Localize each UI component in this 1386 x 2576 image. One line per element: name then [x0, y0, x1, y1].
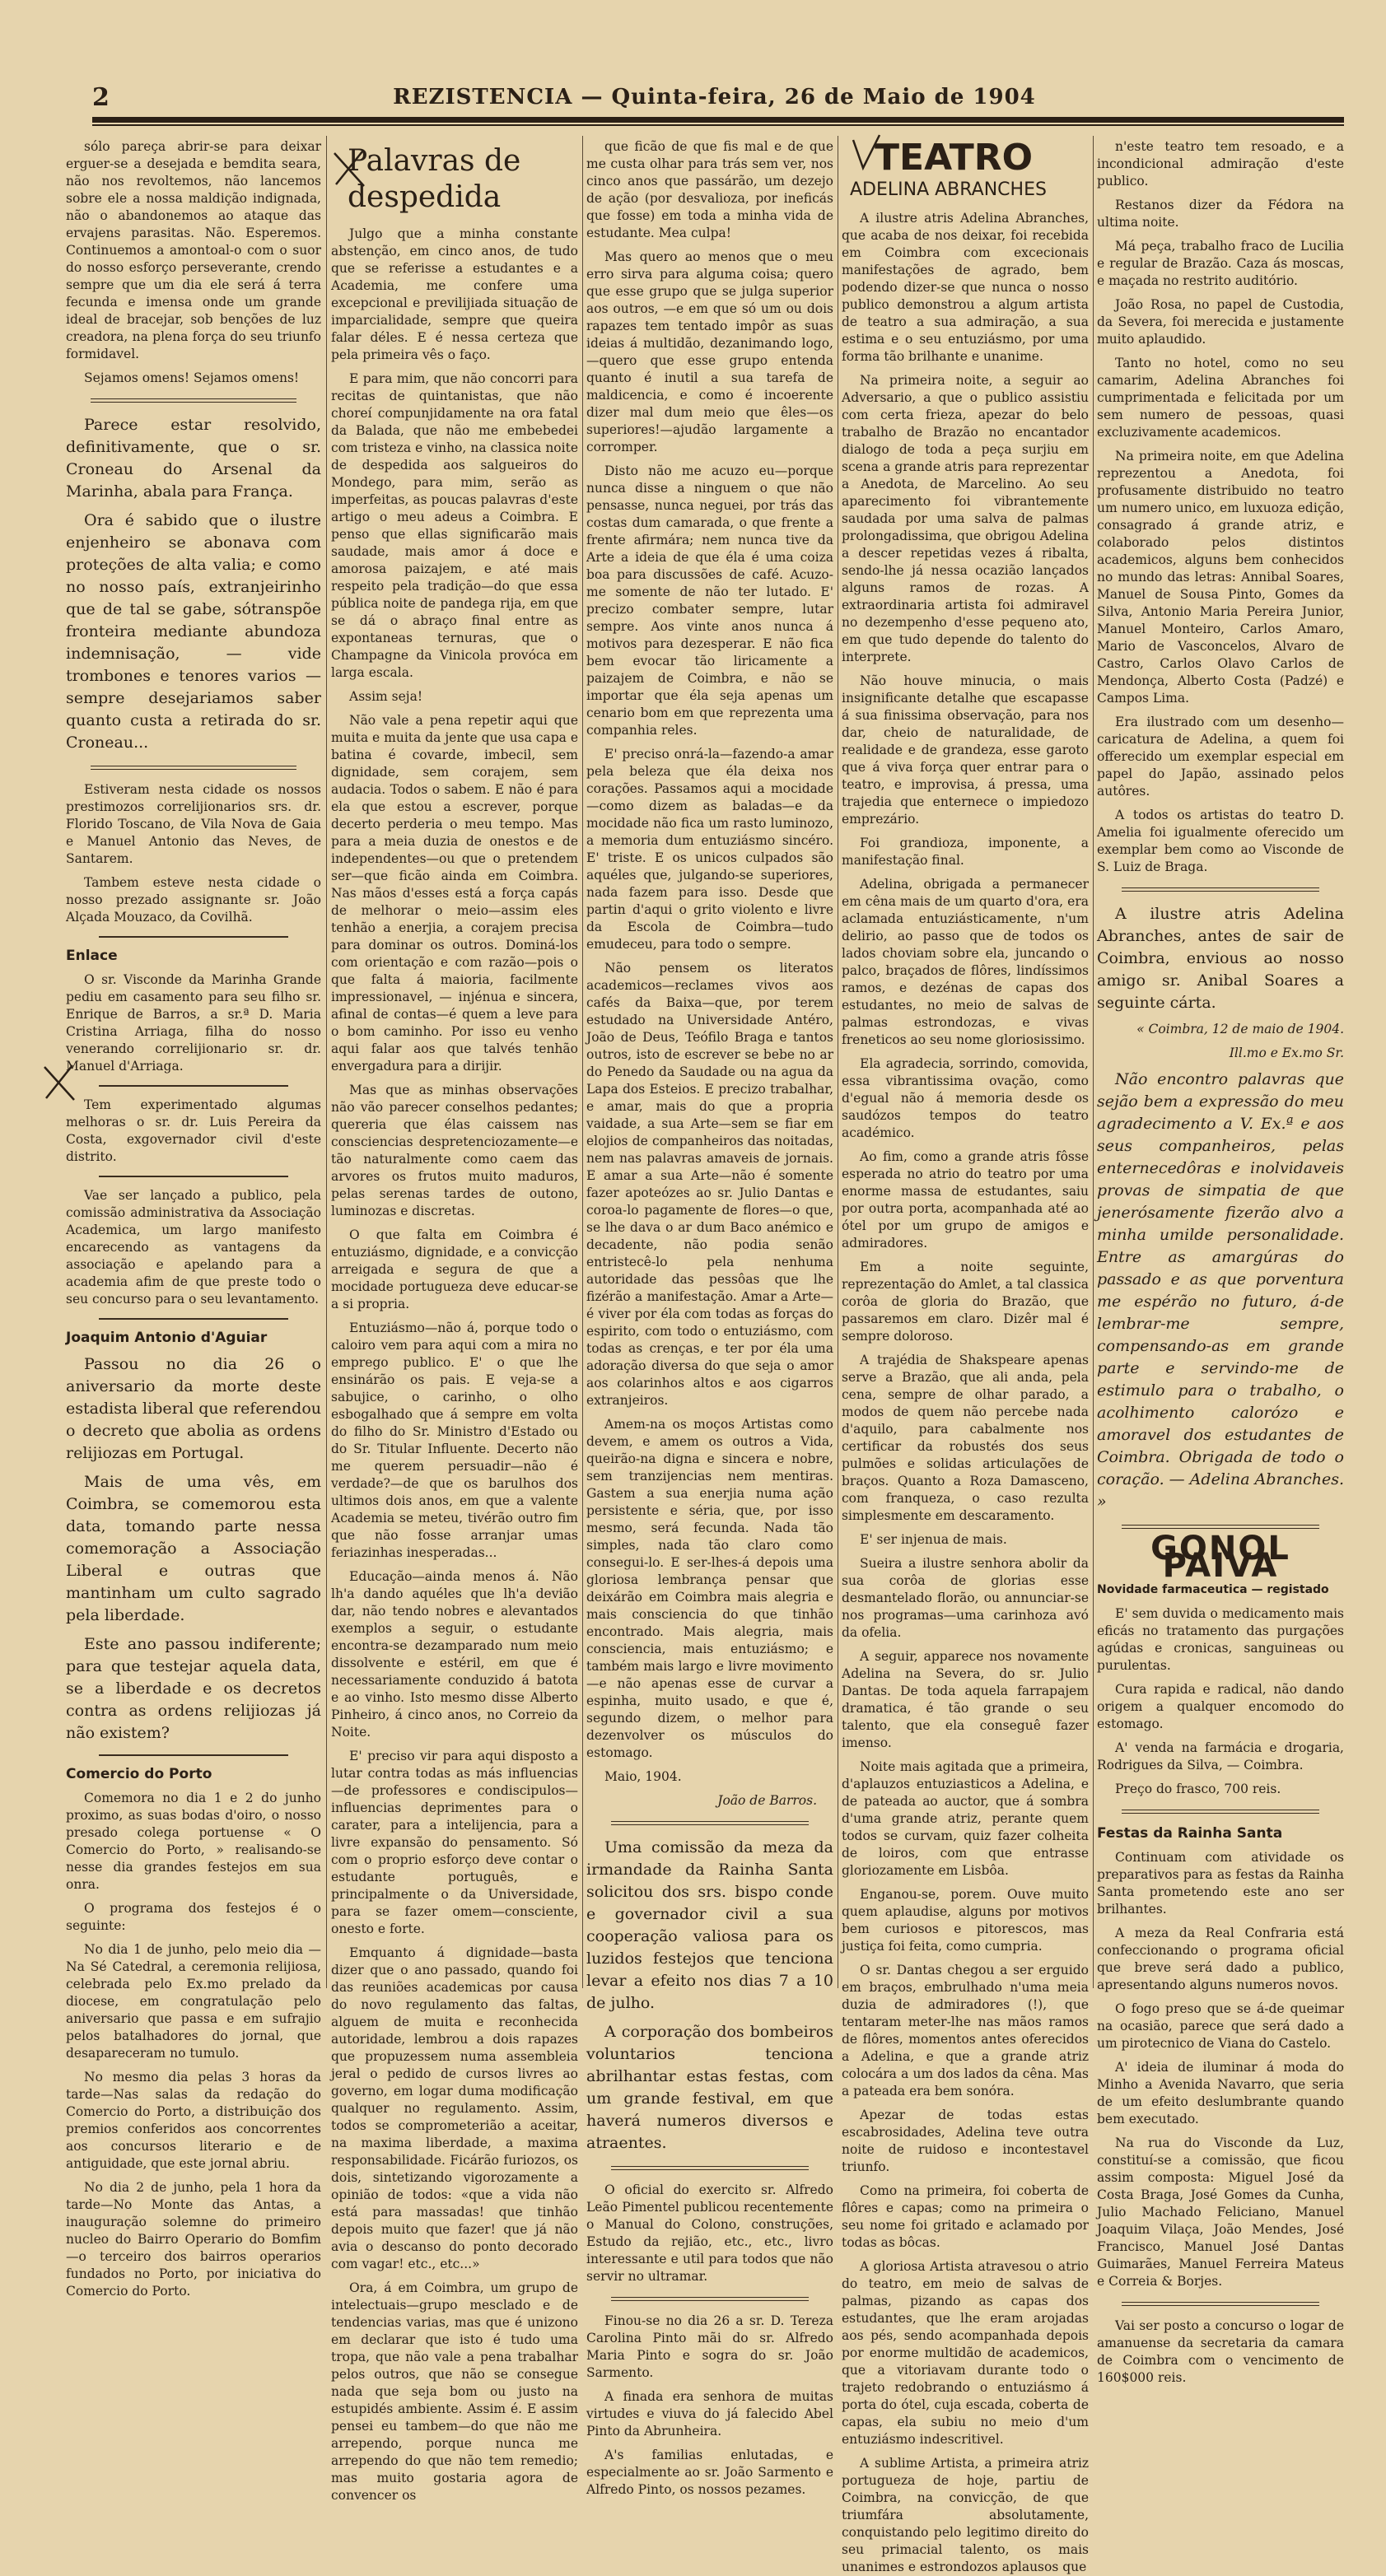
article-text: Noite mais agitada que a primeira, d'aplauzos entuziasticos a Adelina, e de pateada ao auctor, que á sombra d'uma grande atriz, perante quem todos se curvam, quiz fazer colheita de loiros, com que entrasse gloriozamente em Lisbôa.: [842, 1759, 1089, 1878]
article-text: Vai ser posto a concurso o logar de amanuense da secretaria da camara de Coimbra com o vencimento de 160$000 reis.: [1097, 2318, 1344, 2385]
article-text: E' ser injenua de mais.: [860, 1532, 1007, 1547]
article-text: Na primeira noite, em que Adelina reprezentou a Anedota, foi profusamente distribuido no teatro um numero unico, em luxuoza edição, consagrado á grande atriz, e colaborado pelos distintos academicos, alguns bem conhecidos no mundo das letras: Annibal Soares, Manuel de Sousa Pinto, Gomes da Silva, Antonio Maria Pereira Junior, Manuel Monteiro, Carlos Amaro, Mario de Vasconcelos, Alvaro de Castro, Carlos Olavo Carlos de Mendonça, Alberto Costa (Padzé) e Campos Lima.: [1097, 449, 1344, 706]
separator: [99, 1176, 288, 1177]
article-text: Era ilustrado com um desenho—caricatura de Adelina, a quem foi offerecido um exemplar especial em papel do Japão, assinado pelos autôres.: [1097, 715, 1344, 799]
article-text: A' ideia de iluminar á moda do Minho a Avenida Navarro, que seria de um efeito deslumbrante quando bem executado.: [1097, 2060, 1344, 2126]
column-1: [66, 138, 321, 2299]
advert-text: Preço do frasco, 700 reis.: [1115, 1782, 1281, 1796]
separator: [1122, 1810, 1319, 1814]
separator: [99, 1754, 288, 1756]
advert-text: A' venda na farmácia e drogaria, Rodrigues da Silva, — Coimbra.: [1097, 1740, 1344, 1772]
advert-text: Cura rapida e radical, não dando origem a qualquer encomodo do estomago.: [1097, 1682, 1344, 1731]
article-text: O programa dos festejos é o seguinte:: [66, 1901, 321, 1933]
article-text: Tanto no hotel, como no seu camarim, Adelina Abranches foi cumprimentada e felicitada por um sem numero de pessoas, quasi excluzivamente academicos.: [1097, 356, 1344, 440]
article-text: O que falta em Coimbra é entuziásmo, dignidade, e a convicção arreigada e segura de que a mocidade portugueza deve educar-se a si propria.: [331, 1227, 578, 1311]
separator: [99, 936, 288, 938]
article-text: No mesmo dia pelas 3 horas da tarde—Nas salas da redação do Comercio do Porto, a distribuição dos premios conferidos aos concorrentes aos concursos literario e de antiguidade, que este jornal abriu.: [66, 2070, 321, 2171]
article-text: Não pensem os literatos academicos—reclames vivos aos cafés da Baixa—que, por terem estudado na Universidade Antéro, João de Deus, Teófilo Braga e tantos outros, isto de escrever se bebe no ar do Penedo da Saudade ou na agua da Lapa dos Esteios. E precizo trabalhar, e amar, mais do que a propria vaidade, a sua Arte—sem se fiar em elojios de companheiros das noitadas, nem nas palavras amaveis de jornais. E amar a sua Arte—não é somente fazer apoteózes ao sr. Julio Dantas e coroa-lo pagamente de flores—o que, se lhe dava o ar dum Baco anémico e decadente, não podia senão entristecê-lo pela nenhuma autoridade das pessôas que lhe fizérão a manifestação. Amar a Arte—é viver por éla com todas as forças do espirito, com todo o entuziásmo, com todas as crenças, e ter por éla uma adoração diversa do que seja o amor aos colarinhos altos e aos cigarros extranjeiros.: [586, 961, 833, 1408]
article-text: Foi grandioza, imponente, a manifestação final.: [842, 836, 1089, 868]
article-text: Ora, á em Coimbra, um grupo de intelectuais—grupo mesclado e de tendencias varias, mas que é unizono em declarar que isto é tudo uma tropa, que não vale a pena trabalhar pelos outros, que não se consegue nada que seja bom ou justo na estupidés ambiente. Assim é. E assim pensei eu tambem—do que não me arrependo, porque nunca me arrependo do que não tem remedio; mas muito gostaria agora de convencer os: [331, 2280, 578, 2503]
article-text: Tambem esteve nesta cidade o nosso prezado assignante sr. João Alçada Mouzaco, da Covilhã.: [66, 875, 321, 925]
letter-body: Não encontro palavras que sejão bem a expressão do meu agradecimento a V. Ex.ª e aos seus companheiros, pelas enternecedôras e inolvidaveis provas de simpatia de que jenerósamente fizerão alvo a minha umilde personalidade. Entre as amargúras do passado e as que porventura me espérão no futuro, á-de lembrar-me sempre, compensando-as em grande parte e servindo-me de estimulo para o trabalho, o acolhimento calorózo e amoravel dos estudantes de Coimbra. Obrigada de todo o coração. — Adelina Abranches. »: [1097, 1070, 1345, 1511]
column-divider: [326, 136, 327, 1988]
article-text: A trajédia de Shakspeare apenas serve a Brazão, que ali anda, pela cena, sempre de olhar parado, a modos de quem não percebe nada d'aquilo, para cabalmente nos certificar da robustés dos seus pulmões e solidas articulações de braços. Quanto a Roza Damasceno, com franqueza, o caso rezulta simplesmente em descaramento.: [842, 1353, 1089, 1523]
article-text: No dia 1 de junho, pelo meio dia — Na Sé Catedral, a ceremonia relijiosa, celebrada pelo Ex.mo prelado da diocese, em congratulação pelo aniversario que passa e em sufrajio pelos batalhadores do jornal, que desapareceram no tumulo.: [66, 1942, 321, 2061]
article-text: No dia 2 de junho, pela 1 hora da tarde—No Monte das Antas, a inauguração solemne do primeiro nucleo do Bairro Operario do Bomfim—o terceiro dos bairros operarios fundados no Porto, por iniciativa do Comercio do Porto.: [66, 2180, 321, 2299]
article-text: Na rua do Visconde da Luz, constituí-se a comissão, que ficou assim composta: Miguel José da Costa Braga, José Gomes da Cunha, Julio Machado Feliciano, Manuel Joaquim Vilaça, João Mendes, José Francisco, Manuel José Dantas Guimarães, Manuel Ferreira Mateus e Correia & Borjes.: [1097, 2136, 1344, 2289]
article-text: Tem experimentado algumas melhoras o sr. dr. Luis Pereira da Costa, exgovernador civil d'este distrito.: [66, 1097, 321, 1164]
separator: [91, 766, 296, 770]
page-number: 2: [92, 82, 110, 112]
article-date: Maio, 1904.: [604, 1769, 682, 1784]
article-text: A ilustre atris Adelina Abranches, antes de sair de Coimbra, envious ao nosso amigo sr. Anibal Soares a seguinte cárta.: [1097, 905, 1344, 1012]
advert-text: E' sem duvida o medicamento mais eficás no tratamento das purgações agúdas e cronicas, sanguineas ou purulentas.: [1097, 1606, 1344, 1673]
article-text: n'este teatro tem resoado, e a incondicional admiração d'este publico.: [1097, 139, 1344, 189]
advert-title: GONOL PAIVA: [1150, 1530, 1290, 1585]
article-text: O sr. Dantas chegou a ser erguido em braços, embrulhado n'uma meia duzia de admiradores (!), que tentaram meter-lhe nas mãos ramos de flôres, momentos antes oferecidos a Adelina, e que a grande atriz colocára a um dos lados da cêna. Mas a pateada era bem sonóra.: [842, 1963, 1089, 2099]
article-text: Uma comissão da meza da irmandade da Rainha Santa solicitou dos srs. bispo conde e governador civil a sua cooperação valiosa para os luzidos festejos que tenciona levar a efeito nos dias 7 a 10 de julho.: [586, 1838, 833, 2012]
article-text: A sublime Artista, a primeira atriz portugueza de hoje, partiu de Coimbra, na convicção, de que triumfára absolutamente, conquistando pelo legitimo direito do seu primacial talento, os mais unanimes e estrondozos aplausos que: [842, 2456, 1089, 2574]
separator: [1122, 2302, 1319, 2306]
article-text: E' preciso onrá-la—fazendo-a amar pela beleza que éla deixa nos corações. Passamos aqui a mocidade—como dizem as baladas—e da mocidade não fica um rasto luminozo, a memoria dum entuziásmo sincéro. E' triste. E os unicos culpados são aquéles que, julgando-se superiores, nada fazem para isso. Desde que partin d'aqui o grito violento e livre da Escola de Coimbra—tudo emudeceu, para todo o sempre.: [586, 747, 833, 952]
section-heading: Festas da Rainha Santa: [1097, 1825, 1283, 1842]
article-text: Restanos dizer da Fédora na ultima noite.: [1097, 198, 1344, 230]
article-text: Enganou-se, porem. Ouve muito quem aplaudise, alguns por motivos bem curiosos e pitorescos, mas justiça foi feita, como cumpria.: [842, 1887, 1089, 1954]
article-text: A meza da Real Confraria está confeccionando o programa oficial que breve será dado a publico, apresentando alguns numeros novos.: [1097, 1926, 1344, 1992]
article-text: A seguir, apparece nos novamente Adelina na Severa, do sr. Julio Dantas. De toda aquela farrapajem dramatica, é tão grande o seu talento, que ela conseguê fazer imenso.: [842, 1649, 1089, 1750]
article-text: Não vale a pena repetir aqui que muita e muita da jente que usa capa e batina é covarde, imbecil, sem dignidade, sem corajem, sem audacia. Todos o sabem. E não é para ela que estou a escrever, porque decerto perderia o meu tempo. Mas para a meia duzia de onestos e de independentes—ou que o pretendem ser—que ficão ainda em Coimbra. Nas mãos d'esses está a força capás de melhorar o meio—assim eles tenhão a enerjia, a corajem precisa para dominar os outros. Dominá-los com orientação e com razão—pois o que falta á maioria, facilmente impressionavel, — injénua e sincera, afinal de contas—é quem a leve para o bom caminho. Por isso eu venho aqui falar aos que talvés tenhão envergadura para a dirijir.: [331, 713, 578, 1074]
article-text: E' preciso vir para aqui disposto a lutar contra todas as más influencias—de professores e condiscipulos—influencias deprimentes para o carater, para a intelijencia, para a livre expansão do pensamento. Só com o proprio esforço deve contar o estudante português, e principalmente o da Universidade, para se fazer omem—consciente, onesto e forte.: [331, 1749, 578, 1936]
article-text: Mas que as minhas observações não vão parecer conselhos pedantes; quereria que élas caissem nas consciencias despretenciozamente—e tão naturalmente como caem das arvores os frutos muito maduros, pelas serenas tardes de outono, luminozas e discretas.: [331, 1083, 578, 1218]
article-text: Ora é sabido que o ilustre enjenheiro se abonava com proteções de alta valia; e como no nosso país, extranjeirinho que de tal se gabe, sótranspõe fronteira mediante abundoza indemnisação, — vide trombones e tenores varios — sempre desejariamos saber quanto custa a retirada do sr. Croneau...: [66, 511, 321, 752]
article-text: Adelina, obrigada a permanecer em cêna mais de um quarto d'ora, era aclamada entuziásticamente, n'um delirio, ao passo que de todos os lados choviam sobre ela, juncando o palco, braçados de flôres, lindíssimos ramos, e dezénas de capas dos estudantes, no meio de salvas de palmas estrondozas, e vivas freneticos ao seu nome gloriosissimo.: [842, 877, 1089, 1047]
column-3: [586, 138, 833, 2497]
article-text: A finada era senhora de muitas virtudes e viuva do já falecido Abel Pinto da Abrunheira.: [586, 2389, 833, 2439]
separator: [611, 2297, 809, 2301]
section-heading: Comercio do Porto: [66, 1766, 212, 1782]
article-text: O fogo preso que se á-de queimar na ocasião, parece que será dado a um pirotecnico de Viana do Castelo.: [1097, 2001, 1344, 2051]
header-rule: [92, 117, 1344, 123]
article-text: Sueira a ilustre senhora abolir da sua corôa de glorias esse desmantelado florão, ou annunciar-se nos programas—uma carinhoza avó da ofelia.: [842, 1556, 1089, 1640]
article-text: Educação—ainda menos á. Não lh'a dando aquéles que lh'a devião dar, não tendo nobres e alevantados exemplos a seguir, o estudante encontra-se dezamparado num meio dissolvente e estéril, em que é necessariamente conduzido á batota e ao vinho. Isto mesmo disse Alberto Pinheiro, á cinco anos, no Correio da Noite.: [331, 1569, 578, 1740]
article-text: Entuziásmo—não á, porque todo o caloiro vem para aqui com a mira no emprego publico. E' o que lhe ensinárão os pais. E veja-se a sabujice, o carinho, o olho esbogalhado que á sempre em volta do filho do Sr. Ministro d'Estado ou do Sr. Titular Influente. Decerto não me querem persuadir—não é verdade?—de que os barulhos dos ultimos dois anos, em que a valente Academia se meteu, tivérão outro fim que não fosse arranjar umas feriazinhas inesperadas...: [331, 1321, 578, 1560]
article-text: Amem-na os moços Artistas como devem, e amem os outros a Vida, queirão-na digna e sincera e nobre, sem tranzijencias nem mentiras. Gastem a sua enerjia numa ação persistente e séria, que, por isso mesmo, será fecunda. Nada tão simples, nada tão claro como consegui-lo. E ser-lhes-á depois uma gloriosa lembrança pensar que deixárão em Coimbra mais alegria e mais consciencia do que tinhão encontrado. Mais alegria, mais consciencia, mais entuziásmo; e também mais largo e livre movimento—e não apenas esse de curvar a espinha, muito usado, e que é, segundo dizem, o melhor para dezenvolver os músculos do estomago.: [586, 1417, 833, 1760]
article-text: A todos os artistas do teatro D. Amelia foi igualmente oferecido um exemplar bem como ao Visconde de S. Luiz de Braga.: [1097, 808, 1344, 874]
column-4: [842, 137, 1089, 2574]
article-text: Emquanto á dignidade—basta dizer que o ano passado, quando foi das reuniões academicas por causa do novo regulamento das faltas, alguem de muita e reconhecida autoridade, lembrou a dois rapazes que propuzessem numa assembleia jeral o pedido de cursos livres ao governo, em logar duma modificação qualquer no regulamento. Assim, todos se comprometerião a aceitar, na maxima liberdade, a maxima responsabilidade. Ficárão furiozos, os dois, sintetizando vigorozamente a opinião de todos: «que a vida não está para massadas! que tinhão depois muito que fazer! que já não avia o descanso do ponto decorado com vagar! etc., etc...»: [331, 1945, 578, 2271]
section-heading: Joaquim Antonio d'Aguiar: [66, 1330, 268, 1346]
article-text: Em a noite seguinte, reprezentação do Amlet, a tal classica corôa de gloria do Brazão, que passaremos em claro. Dizêr mal é sempre doloroso.: [842, 1260, 1089, 1344]
article-text: Ela agradecia, sorrindo, comovida, essa vibrantissima ovação, como d'egual não á memoria desde os saudózos tempos do teatro académico.: [842, 1056, 1089, 1140]
article-text: Como na primeira, foi coberta de flôres e capas; como na primeira o seu nome foi gritado e aclamado por todas as bôcas.: [842, 2183, 1089, 2250]
separator: [99, 1085, 288, 1087]
article-text: E para mim, que não concorri para recitas de quintanistas, que não choreí compunjidamente na ora fatal da Balada, que não me embebedei com tristeza e vinho, na classica noite de despedida aos salgueiros do Mondego, para mim, serão as imperfeitas, as poucas palavras d'este artigo o meu adeus a Coimbra. E penso que ellas significarão mais saudade, mais amor á doce e amorosa paizajem, e até mais respeito pela tradição—do que essa pública noite de pandega rija, em que se dá o abraço final entre as expontaneas ternuras, que o Champagne da Vinicola provóca em larga escala.: [331, 371, 578, 680]
article-text: Má peça, trabalho fraco de Lucilia e regular de Brazão. Caza ás moscas, e maçada no restrito auditório.: [1097, 239, 1344, 288]
article-text: Comemora no dia 1 e 2 do junho proximo, as suas bodas d'oiro, o nosso presado colega portuense « O Comercio do Porto, » realisando-se nesse dia grandes festejos em sua onra.: [66, 1791, 321, 1892]
article-text: Finou-se no dia 26 a sr. D. Tereza Carolina Pinto mãi do sr. Alfredo Maria Pinto e sogra do sr. João Sarmento.: [586, 2313, 833, 2380]
article-title: TEATRO: [875, 137, 1034, 179]
letter-date: « Coimbra, 12 de maio de 1904.: [1136, 1022, 1344, 1036]
article-text: O oficial do exercito sr. Alfredo Leão Pimentel publicou recentemente o Manual do Colono, construções, Estudo da rejião, etc., etc., livro interessante e util para todos que não servir no ultramar.: [586, 2182, 833, 2284]
article-text: sólo pareça abrir-se para deixar erguer-se a desejada e bemdita seara, não nos revoltemos, não lancemos sobre ele a nossa maldição indignada, não o abandonemos ao ataque das ervajens parasitas. Não. Esperemos. Continuemos a amontoal-o com o suor do nosso esforço perseverante, crendo sempre que um dia ele será á terra fecunda e imensa onde um grande ideal de bracejar, sob benções de luz creadora, na plena força do seu triunfo formidavel.: [66, 139, 321, 361]
newspaper-title: REZISTENCIA — Quinta-feira, 26 de Maio de 1904: [393, 85, 1036, 109]
column-divider: [1093, 136, 1094, 1988]
masthead: [92, 79, 1344, 115]
column-divider: [582, 136, 583, 1988]
header-rule-thin: [92, 124, 1344, 126]
article-text: Sejamos omens! Sejamos omens!: [84, 370, 300, 385]
article-title: Palavras de despedida: [348, 144, 521, 214]
article-text: A ilustre atris Adelina Abranches, que acaba de nos deixar, foi recebida em Coimbra com excecionais manifestações de agrado, bem podendo dizer-se que nunca o nosso publico demonstrou a algum artista de teatro a sua admiração, a sua estima e o seu entuziásmo, por uma forma tão brilhante e unanime.: [842, 211, 1089, 364]
separator: [611, 1821, 809, 1825]
article-text: Estiveram nesta cidade os nossos prestimozos correlijionarios srs. dr. Florido Toscano, de Vila Nova de Gaia e Manuel Antonio das Neves, de Santarem.: [66, 782, 321, 866]
article-text: O sr. Visconde da Marinha Grande pediu em casamento para seu filho sr. Enrique de Barros, a sr.ª D. Maria Cristina Arriaga, filha do nosso venerando correlijionario sr. dr. Manuel d'Arriaga.: [66, 972, 321, 1074]
article-subtitle: ADELINA ABRANCHES: [850, 179, 1047, 200]
separator: [611, 2166, 809, 2170]
column-5: [1097, 138, 1345, 2385]
article-text: A's familias enlutadas, e especialmente ao sr. João Sarmento e Alfredo Pinto, os nossos pezames.: [586, 2448, 833, 2497]
article-text: Mais de uma vês, em Coimbra, se comemorou esta data, tomando parte nessa comemoração a Associação Liberal e outras que mantinham um culto sagrado pela liberdade.: [66, 1473, 321, 1624]
article-text: Na primeira noite, a seguir ao Adversario, a que o publico assistiu com certa frieza, apezar do belo trabalho de Brazão no encantador dialogo de toda a peça surjiu em scena a grande atris para reprezentar a Anedota, de Marcelino. Ao seu aparecimento foi vibrantemente saudada por uma salva de palmas prolongadissima, que obrigou Adelina a descer repetidas vezes á ribalta, sendo-lhe já nessa ocazião lançados alguns ramos de rozas. A extraordinaria artista foi admiravel no dezempenho d'esse pequeno ato, em que tudo depende do talento do interprete.: [842, 373, 1089, 664]
article-signature: João de Barros.: [717, 1793, 817, 1808]
article-text: Passou no dia 26 o aniversario da morte deste estadista liberal que referendou o decreto que abolia as ordens relijiozas em Portugal.: [66, 1355, 321, 1462]
section-heading: Enlace: [66, 948, 118, 964]
letter-salutation: Ill.mo e Ex.mo Sr.: [1229, 1046, 1344, 1060]
article-text: Este ano passou indiferente; para que testejar aquela data, se a liberdade e os decretos contra as ordens relijiozas já não existem?: [66, 1635, 321, 1742]
article-text: Apezar de todas estas escabrosidades, Adelina teve outra noite de ruidoso e incontestavel triunfo.: [842, 2108, 1089, 2174]
article-text: Disto não me acuzo eu—porque nunca disse a ninguem o que não pensasse, nunca neguei, por trás das costas dum camarada, o que frente a frente afirmára; nem nunca tive da Arte a ideia de que éla é uma coiza boa para discussões de café. Acuzo-me somente de não ter lutado. E' precizo combater sempre, lutar sempre. Aos vinte anos nunca á motivos para dezesperar. E não fica bem evocar tão liricamente a paizajem de Coimbra, e não se importar que éla seja apenas um cenario bom em que reprezenta uma companhia reles.: [586, 463, 833, 738]
article-text: João Rosa, no papel de Custodia, da Severa, foi merecida e justamente muito aplaudido.: [1097, 297, 1344, 347]
article-text: Não houve minucia, o mais insignificante detalhe que escapasse á sua finissima observação, para nos dar, cheio de naturalidade, de realidade e de grandeza, esse garoto que á viva força quer entrar para o teatro, e improvisa, á pressa, uma trajedia que enternece o impiedozo emprezário.: [842, 673, 1089, 827]
article-text: Parece estar resolvido, definitivamente, que o sr. Croneau do Arsenal da Marinha, abala para França.: [66, 416, 321, 501]
article-text: Continuam com atividade os preparativos para as festas da Rainha Santa prometendo este ano ser brilhantes.: [1097, 1850, 1344, 1917]
article-text: Mas quero ao menos que o meu erro sirva para alguma coisa; quero que esse grupo que se julga superior aos outros, —e em que só um ou dois rapazes tem tentado impôr as suas ideias á multidão, dezanimando logo,—quero que esse grupo entenda quanto é inutil a sua tarefa de maldicencia, e como é incoerente dizer mal dum meio que êles—os superiores!—ajudão largamente a corromper.: [586, 249, 833, 454]
separator: [1122, 1525, 1319, 1529]
separator: [91, 398, 296, 403]
article-text: que ficão de que fis mal e de que me custa olhar para trás sem ver, nos cinco anos que passárão, um dezejo de ação (por desvalioza, por ineficás que fosse) em toda a minha vida de estudante. Mea culpa!: [586, 139, 833, 240]
separator: [1122, 887, 1319, 892]
separator: [99, 1318, 288, 1320]
article-text: Julgo que a minha constante abstenção, em cinco anos, de tudo que se referisse a estudantes e a Academia, me confere uma excepcional e previlijiada situação de imparcialidade, sempre que queira falar déles. E é nessa certeza que pela primeira vês o faço.: [331, 226, 578, 362]
advert-subtitle: Novidade farmaceutica — registado: [1097, 1583, 1329, 1596]
article-text: Ao fim, como a grande atris fôsse esperada no atrio do teatro por uma enorme massa de estudantes, saiu por outra porta, acompanhada até ao ótel por um grupo de amigos e admiradores.: [842, 1149, 1089, 1251]
article-text: Assim seja!: [349, 689, 423, 704]
article-text: Vae ser lançado a publico, pela comissão administrativa da Associação Academica, um largo manifesto encarecendo as vantagens da associação e apelando para a academia afim de que preste todo o seu concurso para o seu levantamento.: [66, 1188, 321, 1307]
article-text: A corporação dos bombeiros voluntarios tenciona abrilhantar estas festas, com um grande festival, em que haverá numeros diversos e atraentes.: [586, 2023, 833, 2152]
article-text: A gloriosa Artista atravesou o atrio do teatro, em meio de salvas de palmas, pizando as capas dos estudantes, que lhe eram arojadas aos pés, sendo acompanhada depois por enorme multidão de academicos, que a vitoriavam durante todo o trajeto redobrando o entuziásmo á porta do ótel, cuja escada, coberta de capas, ela subiu no meio d'um entuziásmo indescritivel.: [842, 2259, 1089, 2447]
column-2: [331, 138, 578, 2503]
